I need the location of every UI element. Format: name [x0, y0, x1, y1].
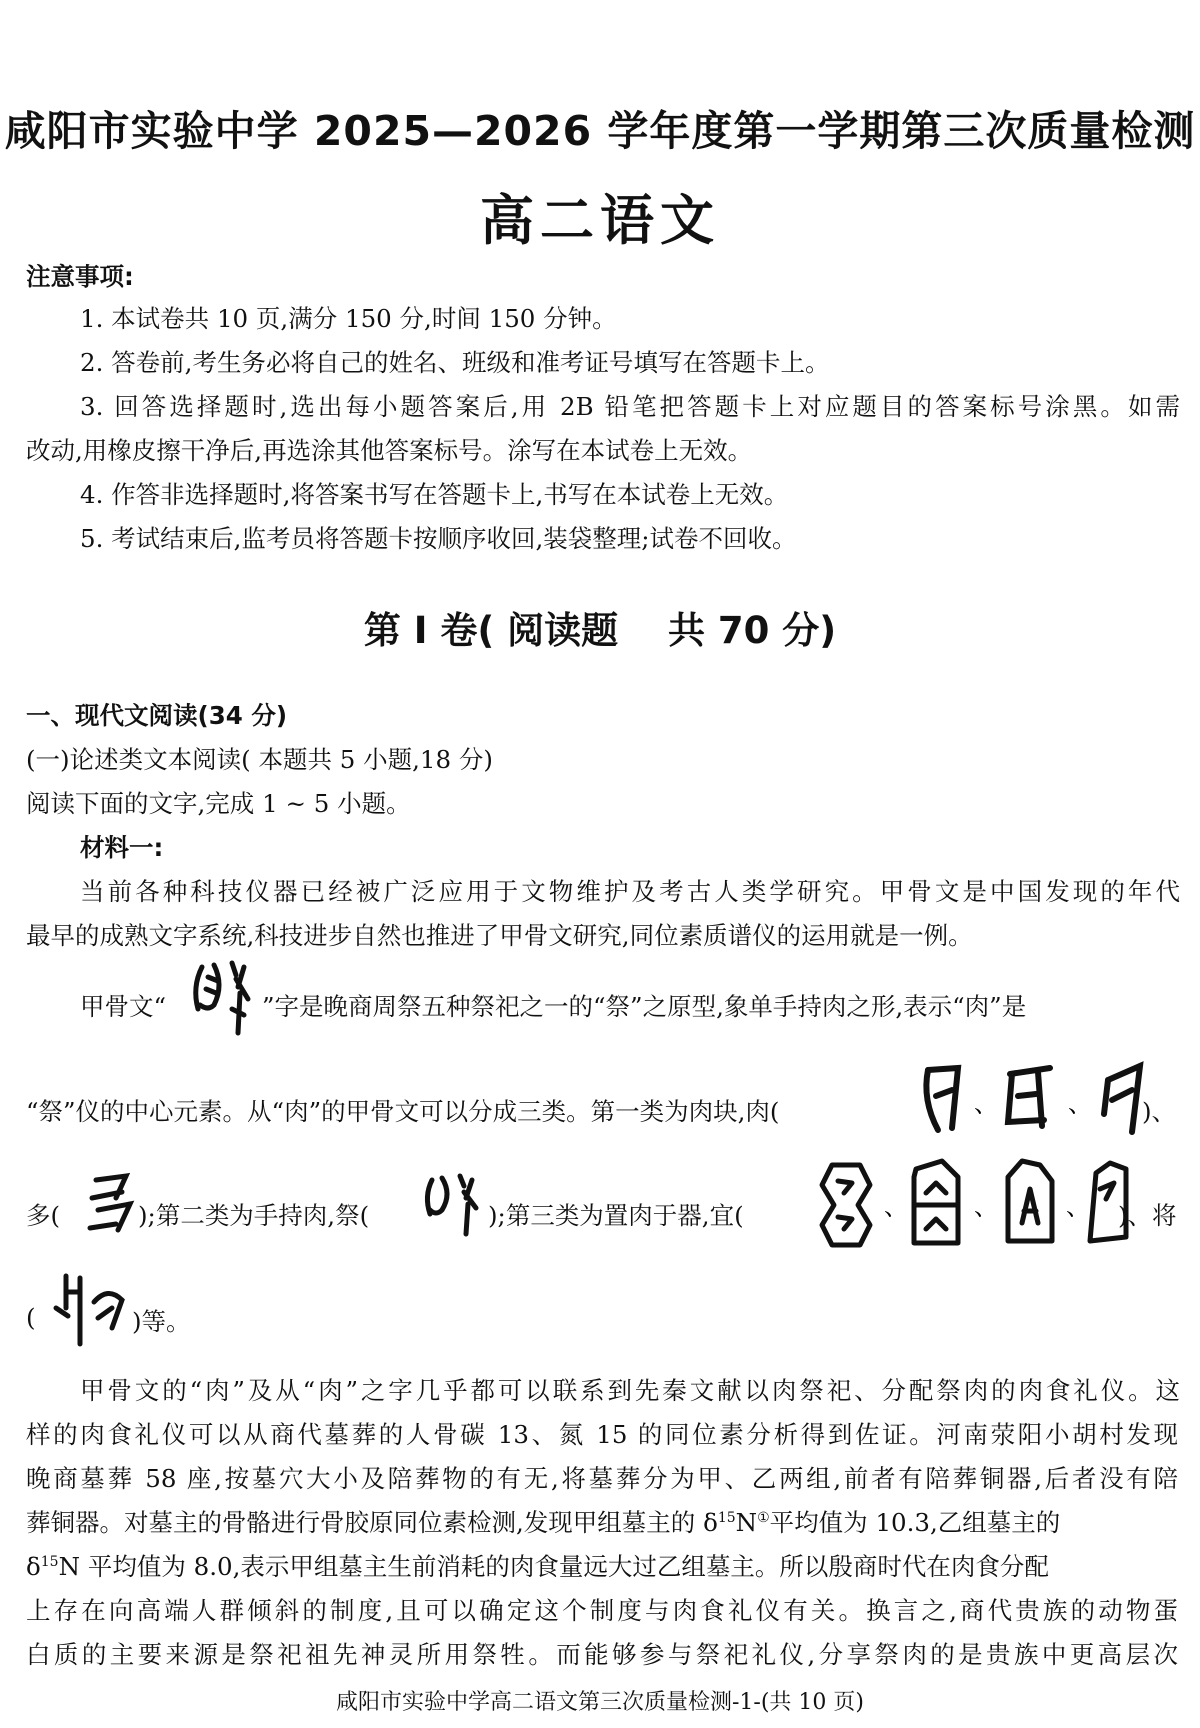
passage-line: ”字是晚商周祭五种祭祀之一的“祭”之原型,象单手持肉之形,表示“肉”是	[262, 992, 1027, 1021]
subject-title: 高二语文	[480, 189, 720, 252]
passage-line: 晚商墓葬 58 座,按墓穴大小及陪葬物的有无,将墓葬分为甲、乙两组,前者有陪葬铜器,后者没有陪	[26, 1464, 1178, 1493]
material-label: 材料一:	[80, 833, 164, 862]
passage-line: 多(	[26, 1201, 61, 1230]
oracle-ji-glyph-icon	[188, 957, 258, 1039]
passage-line: );第三类为置肉于器,宜(	[488, 1201, 744, 1230]
notice-heading: 注意事项:	[26, 262, 134, 291]
notice-item-4: 4. 作答非选择题时,将答案书写在答题卡上,书写在本试卷上无效。	[80, 480, 789, 509]
oracle-duo-glyph-icon	[78, 1168, 138, 1238]
passage-line: “祭”仪的中心元素。从“肉”的甲骨文可以分成三类。第一类为肉块,肉(	[26, 1097, 780, 1126]
passage-line: )、	[1142, 1097, 1177, 1126]
passage-line: 葬铜器。对墓主的骨骼进行骨胶原同位素检测,发现甲组墓主的 $\delta^{15}N^①$平均值为 10.3,乙组墓主的	[26, 1508, 1061, 1537]
passage-line: (	[26, 1303, 36, 1332]
subsection-heading: (一)论述类文本阅读( 本题共 5 小题,18 分)	[26, 745, 493, 774]
exam-title: 咸阳市实验中学 2025—2026 学年度第一学期第三次质量检测	[4, 107, 1196, 155]
passage-line: 甲骨文的“肉”及从“肉”之字几乎都可以联系到先秦文献以肉祭祀、分配祭肉的肉食礼仪。这	[80, 1376, 1180, 1405]
svg-text:、: 、	[974, 1193, 998, 1221]
notice-item-1: 1. 本试卷共 10 页,满分 150 分,时间 150 分钟。	[80, 304, 617, 333]
oracle-ji-glyph-icon	[420, 1168, 484, 1240]
oracle-jiang-glyph-icon	[52, 1268, 132, 1350]
notice-item-5: 5. 考试结束后,监考员将答题卡按顺序收回,装袋整理;试卷不回收。	[80, 524, 797, 553]
oracle-yi-glyphs-icon	[808, 1155, 1138, 1251]
section-title: 第 I 卷( 阅读题 共 70 分)	[363, 609, 837, 652]
passage-line: 上存在向高端人群倾斜的制度,且可以确定这个制度与肉食礼仪有关。换言之,商代贵族的动物蛋	[26, 1596, 1178, 1625]
passage-line: )等。	[132, 1307, 191, 1336]
passage-line: 白质的主要来源是祭祀祖先神灵所用祭牲。而能够参与祭祀礼仪,分享祭肉的是贵族中更高层次	[26, 1640, 1178, 1669]
passage-line: 当前各种科技仪器已经被广泛应用于文物维护及考古人类学研究。甲骨文是中国发现的年代	[80, 877, 1180, 906]
passage-line: 最早的成熟文字系统,科技进步自然也推进了甲骨文研究,同位素质谱仪的运用就是一例。	[26, 921, 973, 950]
svg-text:、: 、	[884, 1193, 908, 1221]
part-heading: 一、现代文阅读(34 分)	[26, 701, 288, 730]
notice-item-2: 2. 答卷前,考生务必将自己的姓名、班级和准考证号填写在答题卡上。	[80, 348, 830, 377]
page-footer: 咸阳市实验中学高二语文第三次质量检测-1-(共 10 页)	[335, 1690, 864, 1715]
svg-text:、: 、	[1066, 1193, 1090, 1221]
passage-line: );第二类为手持肉,祭(	[138, 1201, 370, 1230]
notice-item-3-cont: 改动,用橡皮擦干净后,再选涂其他答案标号。涂写在本试卷上无效。	[26, 436, 753, 465]
reading-instruction: 阅读下面的文字,完成 1 ~ 5 小题。	[26, 789, 411, 818]
passage-line: $\delta^{15}N$ 平均值为 8.0,表示甲组墓主生前消耗的肉食量远大过乙组墓主。所以殷商时代在肉食分配	[26, 1552, 1049, 1581]
passage-line: 样的肉食礼仪可以从商代墓葬的人骨碳 13、氮 15 的同位素分析得到佐证。河南荥阳小胡村发现	[26, 1420, 1178, 1449]
passage-line: )、将	[1118, 1201, 1177, 1230]
svg-text:、: 、	[974, 1090, 998, 1118]
passage-line: 甲骨文“	[80, 992, 167, 1021]
notice-item-3: 3. 回答选择题时,选出每小题答案后,用 2B 铅笔把答题卡上对应题目的答案标号涂黑。如需	[80, 392, 1180, 421]
svg-text:、: 、	[1068, 1090, 1092, 1118]
